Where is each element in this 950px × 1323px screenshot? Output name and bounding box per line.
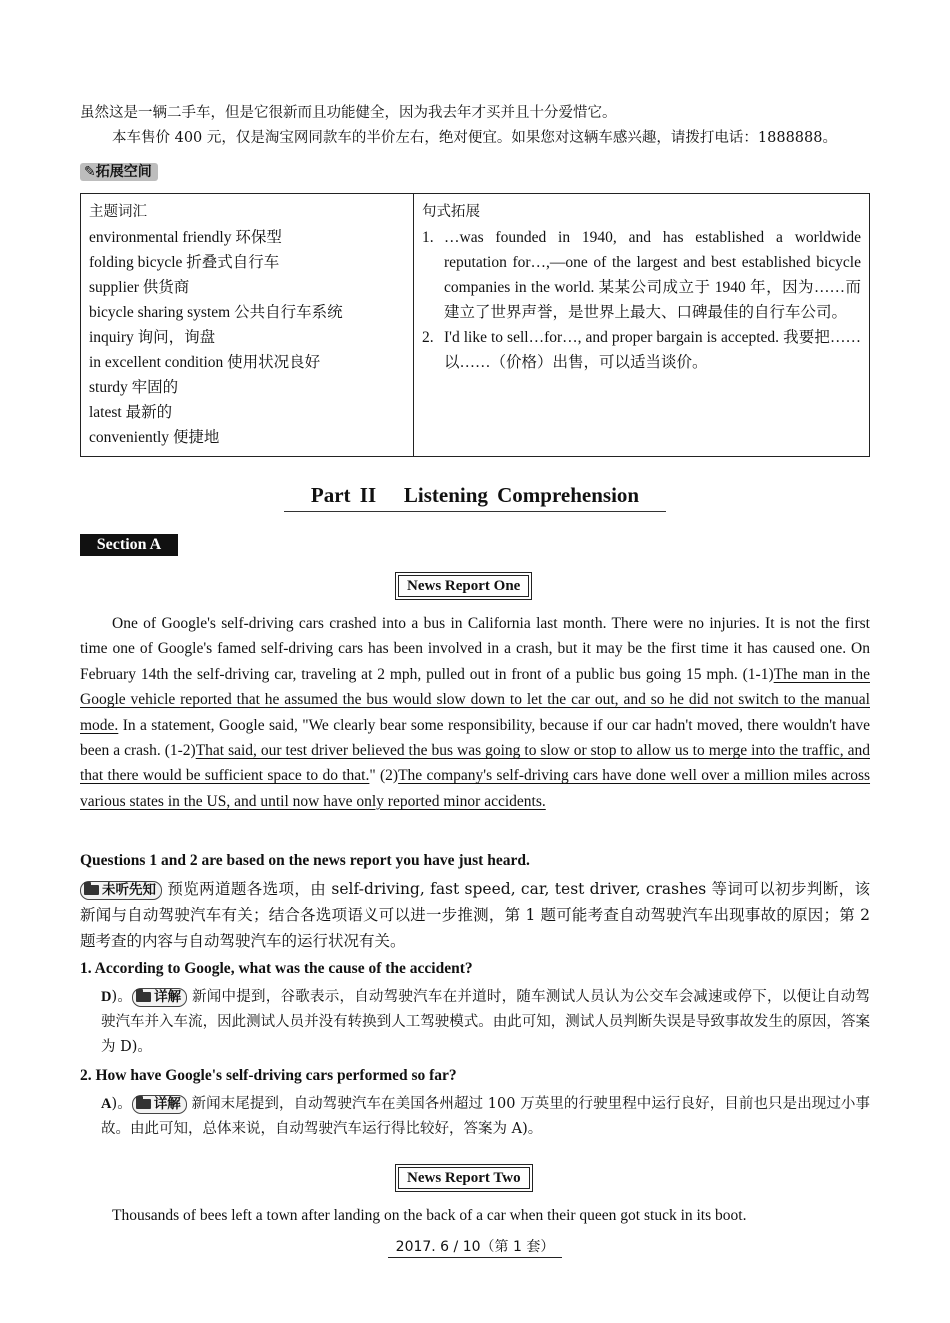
report-two-text: Thousands of bees left a town after landing on the back of a car when their queen got stuck in its boot. <box>112 1207 747 1224</box>
vocab-item: sturdy 牢固的 <box>89 379 179 396</box>
section-label: Section A <box>80 534 178 556</box>
marker: (1-1) <box>742 665 774 683</box>
preview-tag: 未听先知 <box>80 881 162 900</box>
preview-block <box>80 876 870 954</box>
intro-line-2: 本车售价 400 元，仅是淘宝网同款车的半价左右，绝对便宜。如果您对这辆车感兴趣，请拨打电话：1888888。 <box>112 130 837 146</box>
folder-icon <box>136 1099 151 1109</box>
question-1: 1. According to Google, what was the cause of the accident? <box>80 960 473 977</box>
vocab-item: inquiry 询问，询盘 <box>89 329 216 346</box>
intro-line-1: 虽然这是一辆二手车，但是它很新而且功能健全，因为我去年才买并且十分爱惜它。 <box>80 105 617 121</box>
folder-icon <box>136 992 151 1002</box>
report-one-text: One of Google's self-driving cars crashed into a bus in California last month. There were no injuries. It is not the first time one of Google's famed self-driving cars has been involved in a crash, but it may be the first time it has caused one. On February 14th the self-driving car, traveling at 2 mph, pulled out in front of a public bus going 15 mph. (1-1)The man in the Google vehicle reported that he assumed the bus would slow down to let the car out, and so he did not switch to the manual mode. In a statement, Google said, "We clearly bear some responsibility, because if our car hadn't moved, there wouldn't have been a crash. (1-2)That said, our test driver believed the bus was going to slow or stop to allow us to merge into the traffic, and that there would be sufficient space to do that." (2)The company's self-driving cars have done well over a million miles across various states in the US, and until now have only reported minor accidents. <box>80 615 871 810</box>
report-two-title-box <box>395 1164 533 1192</box>
vocab-left-header: 主题词汇 <box>89 204 147 220</box>
sentence-text: I'd like to sell…for…, and proper bargain is accepted. 我要把……以……（价格）出售，可以适当谈价。 <box>444 329 861 371</box>
detail-text: 新闻末尾提到，自动驾驶汽车在美国各州超过 100 万英里的行驶里程中运行良好，目前也只是出现过小事故。由此可知，总体来说，自动驾驶汽车运行得比较好，答案为 A)。 <box>101 1096 871 1137</box>
vocab-item: conveniently 便捷地 <box>89 429 220 446</box>
answer-letter: A <box>101 1096 112 1112</box>
detail-text: 新闻中提到，谷歌表示，自动驾驶汽车在并道时，随车测试人员认为公交车会减速或停下，以便让自动驾驶汽车并入车流，因此测试人员并没有转换到人工驾驶模式。由此可知，测试人员判断失误是导致事故发生的原因，答案为 D)。 <box>101 989 870 1055</box>
underlined-sentence: The company's self-driving cars have done well over a million miles across various states in the US, and until now have only reported minor accidents. <box>80 767 871 810</box>
marker: (1-2) <box>164 742 196 760</box>
answer-1-block: D)。 详解 新闻中提到，谷歌表示，自动驾驶汽车在并道时，随车测试人员认为公交车会减速或停下，以便让自动驾驶汽车并入车流，因此测试人员并没有转换到人工驾驶模式。由此可知，测试人员判断失误是导致事故发生的原因，答案为 D)。 <box>101 989 870 1055</box>
vocab-right-column <box>414 194 870 457</box>
sentence-item: 2. I'd like to sell…for…, and proper bargain is accepted. 我要把……以……（价格）出售，可以适当谈价。 <box>422 325 861 375</box>
vocab-item: in excellent condition 使用状况良好 <box>89 354 321 371</box>
vocab-table <box>80 193 870 457</box>
sentence-text: …was founded in 1940, and has established a worldwide reputation for…,—one of the largest and best established bicycle companies in the world. 某某公司成立于 1940 年，因为……而建立了世界声誉，是世界上最大、口碑最佳的自行车公司。 <box>444 229 861 321</box>
answer-2-block: A)。 详解 新闻末尾提到，自动驾驶汽车在美国各州超过 100 万英里的行驶里程中运行良好，目前也只是出现过小事故。由此可知，总体来说，自动驾驶汽车运行得比较好，答案为 A)。 <box>101 1096 871 1137</box>
report-one-title-box <box>395 572 532 600</box>
vocab-item: environmental friendly 环保型 <box>89 229 282 246</box>
expansion-tag: ✎拓展空间 <box>80 163 158 181</box>
vocab-left-column <box>81 194 414 457</box>
answer-letter: D <box>101 989 112 1005</box>
underlined-sentence: That said, our test driver believed the bus was going to slow or stop to allow us to merge into the traffic, and that there would be sufficient space to do that. <box>80 742 870 785</box>
question-2: 2. How have Google's self-driving cars performed so far? <box>80 1067 457 1084</box>
part-title: Part II Listening Comprehension <box>284 483 666 512</box>
vocab-item: bicycle sharing system 公共自行车系统 <box>89 304 343 321</box>
questions-intro: Questions 1 and 2 are based on the news report you have just heard. <box>80 852 530 869</box>
folder-icon <box>84 885 99 895</box>
report-one-title: News Report One <box>398 575 529 597</box>
vocab-item: supplier 供货商 <box>89 279 190 296</box>
marker: (2) <box>380 767 399 785</box>
vocab-item: latest 最新的 <box>89 404 173 421</box>
detail-tag: 详解 <box>132 1095 187 1114</box>
page-footer: 2017. 6 / 10（第 1 套） <box>388 1237 562 1258</box>
sentence-item: 1. …was founded in 1940, and has established a worldwide reputation for…,—one of the largest and best established bicycle companies in the world. 某某公司成立于 1940 年，因为……而建立了世界声誉，是世界上最大、口碑最佳的自行车公司。 <box>422 225 861 325</box>
vocab-right-header: 句式拓展 <box>422 204 480 220</box>
report-two-title: News Report Two <box>398 1167 530 1189</box>
pencil-icon: ✎ <box>84 164 96 180</box>
vocab-item: folding bicycle 折叠式自行车 <box>89 254 280 271</box>
detail-tag: 详解 <box>132 988 187 1007</box>
preview-text: 预览两道题各选项，由 self-driving, fast speed, car, test driver, crashes 等词可以初步判断，该新闻与自动驾驶汽车有关；结合各选项语义可以进一步推测，第 1 题可能考查自动驾驶汽车出现事故的原因；第 2 题考查的内容与自动驾驶汽车的运行状况有关。 <box>80 880 870 950</box>
underlined-sentence: The man in the Google vehicle reported that he assumed the bus would slow down to let the car out, and so he did not switch to the manual mode. <box>80 665 870 734</box>
